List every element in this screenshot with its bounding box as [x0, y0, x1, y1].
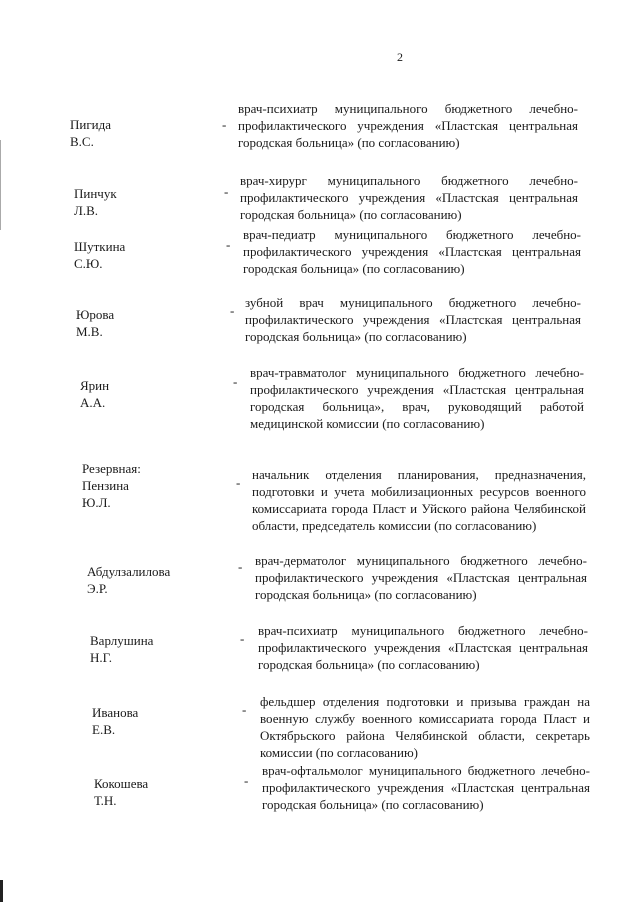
dash: - — [236, 475, 241, 490]
edge-scan-mark-top — [0, 140, 1, 230]
dash: - — [242, 702, 247, 717]
member-description: врач-офтальмолог муниципального бюджетного лечебно-профилактического учреждения «Пластская центральная городская больница» (по согласованию) — [262, 763, 590, 812]
dash: - — [244, 773, 249, 788]
member-description: начальник отделения планирования, предназначения, подготовки и учета мобилизационных ресурсов военного комиссариата города Пласт и Уйского района Челябинской области, председатель комиссии (по согласованию) — [252, 467, 586, 533]
member-name: Шуткина С.Ю. — [74, 239, 126, 271]
member-description: фельдшер отделения подготовки и призыва граждан на военную службу военного комиссариата города Пласт и Октябрьского района Челябинской области, секретарь комиссии (по согласованию) — [260, 694, 590, 760]
dash: - — [240, 631, 245, 646]
member-description: врач-травматолог муниципального бюджетного лечебно-профилактического учреждения «Пластская центральная городская больница», врач, руководящий работой медицинской комиссии (по согласованию) — [250, 365, 584, 431]
dash: - — [230, 303, 235, 318]
dash: - — [222, 117, 227, 132]
member-description: врач-психиатр муниципального бюджетного лечебно-профилактического учреждения «Пластская центральная городская больница» (по согласованию) — [238, 101, 578, 150]
member-name: Абдулзалилова Э.Р. — [87, 564, 171, 596]
member-description: врач-хирург муниципального бюджетного лечебно-профилактического учреждения «Пластская центральная городская больница» (по согласованию) — [240, 173, 578, 222]
member-description: врач-педиатр муниципального бюджетного лечебно-профилактического учреждения «Пластская центральная городская больница» (по согласованию) — [243, 227, 581, 276]
member-name: Пигида В.С. — [70, 117, 112, 149]
member-name: Иванова Е.В. — [92, 705, 139, 737]
dash: - — [238, 559, 243, 574]
member-description: врач-психиатр муниципального бюджетного лечебно-профилактического учреждения «Пластская центральная городская больница» (по согласованию) — [258, 623, 588, 672]
dash: - — [224, 184, 229, 199]
member-name: Резервная: Пензина Ю.Л. — [82, 461, 141, 510]
edge-scan-mark-bottom — [0, 880, 3, 902]
dash: - — [226, 237, 231, 252]
member-name: Варлушина Н.Г. — [90, 633, 154, 665]
member-description: врач-дерматолог муниципального бюджетного лечебно-профилактического учреждения «Пластская центральная городская больница» (по согласованию) — [255, 553, 587, 602]
member-name: Ярин А.А. — [80, 378, 110, 410]
member-name: Пинчук Л.В. — [74, 186, 117, 218]
member-name: Кокошева Т.Н. — [94, 776, 149, 808]
page-number: 2 — [397, 50, 403, 64]
member-name: Юрова М.В. — [76, 307, 115, 339]
dash: - — [233, 374, 238, 389]
member-description: зубной врач муниципального бюджетного лечебно-профилактического учреждения «Пластская центральная городская больница» (по согласованию) — [245, 295, 581, 344]
